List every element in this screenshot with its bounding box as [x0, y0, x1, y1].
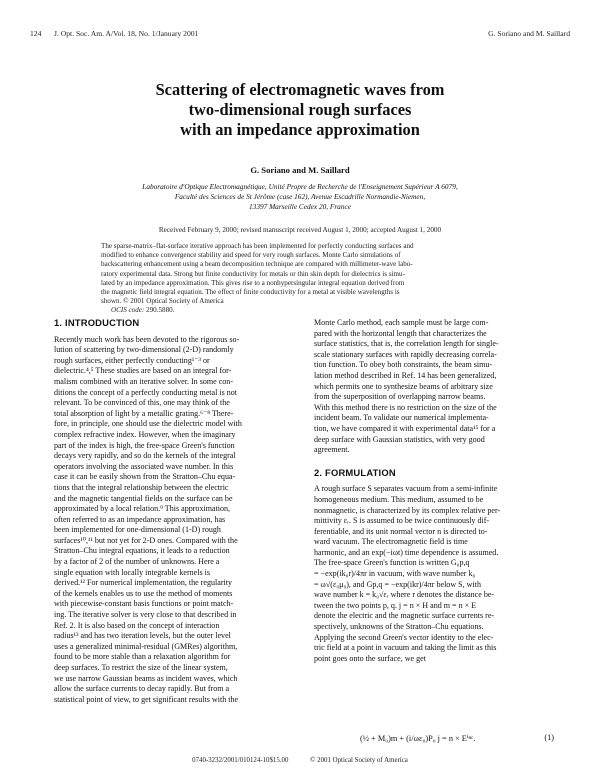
- author-list: G. Soriano and M. Saillard: [250, 165, 350, 175]
- text-line: approximated by a local relation.⁹ This approximation,: [54, 504, 231, 514]
- page-number: 124: [30, 29, 42, 38]
- title-line: two-dimensional rough surfaces: [188, 100, 412, 119]
- text-line: agreement.: [314, 445, 350, 455]
- text-line: Applying the second Green's vector identity to the elec-: [314, 632, 494, 642]
- footer-code: 0740-3232/2001/010124-10$15.00: [192, 757, 289, 764]
- text-line: Ref. 2. It is also based on the concept of interaction: [54, 620, 220, 630]
- affiliation-line: 13397 Marseille Cedex 20, France: [249, 202, 351, 211]
- text-line: = −exp(ik₀r)/4πr in vacuum, with wave number k₀: [314, 569, 476, 579]
- text-line: allow the surface currents to decay rapidly. But from a: [54, 684, 230, 694]
- text-line: ditions the concept of a perfectly conducting metal is not: [54, 387, 238, 397]
- text-line: operators involving the associated wave number. In this: [54, 461, 234, 471]
- text-line: tion function. To obey both constraints, the beam simu-: [314, 360, 493, 370]
- affiliation-line: Laboratoire d'Optique Electromagnétique, Unité Propre de Recherche de l'Enseignement Supérieur A 6079,: [142, 182, 458, 191]
- text-line: from the superposition of overlapping narrow beams.: [314, 392, 486, 402]
- text-line: fore, in principle, one should use the dielectric model with: [54, 419, 242, 429]
- text-line: of the kernels enables us to use the method of moments: [54, 588, 233, 598]
- equation-number: (1): [544, 733, 554, 742]
- text-line: case it can be easily shown from the Stratton–Chu equa-: [54, 472, 236, 482]
- abstract-line: ratory experimental data. Strong but finite conductivity for metals or thin skin depth for dielectrics is simu-: [101, 269, 405, 278]
- text-line: tions that the integral relationship between the electric: [54, 482, 229, 492]
- running-authors: G. Soriano and M. Saillard: [488, 29, 570, 38]
- text-line: deep surfaces. To restrict the size of the linear system,: [54, 663, 228, 672]
- text-line: relevant. To be convinced of this, one may think of the: [54, 398, 230, 408]
- abstract-line: The sparse-matrix–flat-surface iterative approach has been implemented for perfectly conducting surfaces and: [101, 242, 414, 250]
- affiliation: [40, 182, 560, 212]
- text-line: derived.¹² For numerical implementation, the regularity: [54, 578, 233, 588]
- text-line: malism combined with an iterative solver. In some con-: [54, 376, 233, 386]
- text-line: Recently much work has been devoted to the rigorous so-: [54, 334, 240, 344]
- title-line: Scattering of electromagnetic waves from: [155, 80, 445, 99]
- introduction-continued: [314, 318, 555, 456]
- abstract: [101, 242, 501, 316]
- text-line: lution of scattering by two-dimensional (2-D) randomly: [54, 345, 234, 355]
- text-line: uses a generalized minimal-residual (GMRes) algorithm,: [54, 641, 238, 651]
- text-line: surfaces¹⁰,¹¹ but not yet for 2-D ones. Compared with the: [54, 535, 238, 545]
- abstract-body: [101, 242, 501, 306]
- affiliation-line: Faculté des Sciences de St Jérôme (case 162), Avenue Escadrille Normandie-Niemen,: [174, 192, 426, 201]
- text-line: mittivity εᵣ. S is assumed to be twice continuously dif-: [314, 516, 490, 526]
- text-line: tween the two points p, q. j = n × H and m = n × E: [314, 600, 477, 610]
- text-line: Monte Carlo method, each sample must be large com-: [314, 318, 489, 327]
- text-line: tion, we have compared it with experimental data¹⁵ for a: [314, 423, 496, 433]
- text-line: part of the index is high, the free-space Green's function: [54, 440, 235, 450]
- abstract-line: the magnetic field integral equation. The effect of finite conductivity for a metal at visible wavelengths is: [101, 288, 400, 297]
- text-line: homogeneous medium. This medium, assumed to be: [314, 494, 484, 504]
- text-line: nonmagnetic, is characterized by its complex relative per-: [314, 505, 501, 515]
- text-line: The free-space Green's function is written G₀p,q: [314, 558, 470, 568]
- text-line: point goes onto the surface, we get: [314, 653, 426, 663]
- running-header: [30, 29, 570, 41]
- text-line: lation method described in Ref. 14 has been generalized,: [314, 370, 497, 380]
- text-line: been implemented for one-dimensional (1-D) rough: [54, 525, 221, 535]
- text-line: = ω√(ε₀μ₀), and Gp,q = −exp(ikr)/4πr below S, with: [314, 579, 481, 589]
- text-line: and the magnetic tangential fields on the surface can be: [54, 493, 233, 503]
- title-line: with an impedance approximation: [180, 120, 420, 139]
- abstract-line: shown. © 2001 Optical Society of America: [101, 297, 224, 306]
- text-line: spectively, unknowns of the Stratton–Chu equations.: [314, 622, 484, 632]
- section-heading-formulation: 2. FORMULATION: [314, 466, 396, 478]
- journal-citation: J. Opt. Soc. Am. A/Vol. 18, No. 1/January 2001: [54, 29, 199, 38]
- equation-1: (½ + M₀)m + (i/ωε₀)P₀ j = n × Eⁱⁿᶜ.: [360, 734, 476, 743]
- text-line: single equation with locally integrable kernels is: [54, 567, 210, 577]
- text-line: ferentiable, and its unit normal vector n is directed to-: [314, 526, 488, 536]
- text-line: A rough surface S separates vacuum from a semi-infinite: [314, 484, 498, 494]
- text-line: often referred to as an impedance approximation, has: [54, 514, 226, 524]
- text-line: statistical point of view, to get significant results with the: [54, 694, 239, 704]
- formulation-body: [314, 484, 555, 664]
- left-column: [54, 318, 295, 705]
- ocis-codes: [101, 306, 501, 315]
- abstract-line: modified to enhance convergence stability and speed for very rough surfaces. Monte Carlo simulations of: [101, 251, 401, 260]
- text-line: rough surfaces, either perfectly conducting¹⁻³ or: [54, 355, 210, 365]
- text-line: decays very rapidly, and so do the kernels of the integral: [54, 451, 236, 461]
- abstract-line: backscattering enhancement using a beam decomposition technique are compared with millimeter-wave labo-: [101, 260, 413, 269]
- text-line: tric field at a point in vacuum and taking the limit as this: [314, 643, 497, 653]
- text-line: we use narrow Gaussian beams as incident waves, which: [54, 673, 238, 683]
- text-line: ing. The iterative solver is very close to that described in: [54, 610, 237, 620]
- text-line: dielectric.⁴,⁵ These studies are based on an integral for-: [54, 366, 232, 376]
- text-line: With this method there is no restriction on the size of the: [314, 402, 497, 412]
- text-line: surface statistics, that is, the correlation length for single-: [314, 339, 499, 349]
- text-line: found to be more stable than a relaxation algorithm for: [54, 652, 231, 662]
- text-line: radius¹³ and has two iteration levels, but the outer level: [54, 631, 231, 641]
- footer-copyright: © 2001 Optical Society of America: [310, 757, 408, 764]
- text-line: harmonic, and an exp(−iωt) time dependence is assumed.: [314, 547, 499, 557]
- text-line: Stratton–Chu integral equations, it leads to a reduction: [54, 546, 230, 556]
- text-line: wave number k = k₀√εᵣ where r denotes the distance be-: [314, 590, 495, 600]
- text-line: which permits one to synthesize beams of arbitrary size: [314, 381, 493, 391]
- text-line: total absorption of light by a metallic grating.⁶⁻⁸ There-: [54, 408, 234, 418]
- text-line: complex refractive index. However, when the imaginary: [54, 429, 236, 439]
- introduction-body: [54, 335, 295, 706]
- text-line: scale stationary surfaces with rapidly decreasing correla-: [314, 349, 497, 359]
- abstract-line: lated by an impedance approximation. This gives rise to a nonhypersingular integral equation derived from: [101, 278, 405, 287]
- text-line: by a factor of 2 of the number of unknowns. Here a: [54, 557, 220, 567]
- footer: [0, 757, 600, 764]
- text-line: deep surface with Gaussian statistics, with very good: [314, 434, 485, 444]
- received-dates: Received February 9, 2000; revised manuscript received August 1, 2000; accepted August 1, 2000: [158, 226, 442, 234]
- text-line: denote the electric and the magnetic surface currents re-: [314, 611, 495, 621]
- text-line: ward vacuum. The electromagnetic field is time: [314, 537, 468, 547]
- ocis-label: OCIS code:: [111, 306, 145, 315]
- text-line: with piecewise-constant basis functions or point match-: [54, 599, 234, 609]
- section-heading-introduction: 1. INTRODUCTION: [54, 317, 140, 328]
- text-line: incident beam. To validate our numerical implementa-: [314, 413, 489, 423]
- ocis-value: 290.5880.: [146, 306, 175, 315]
- right-column: [314, 318, 555, 664]
- paper-title: [40, 80, 560, 140]
- text-line: pared with the horizontal length that characterizes the: [314, 328, 487, 338]
